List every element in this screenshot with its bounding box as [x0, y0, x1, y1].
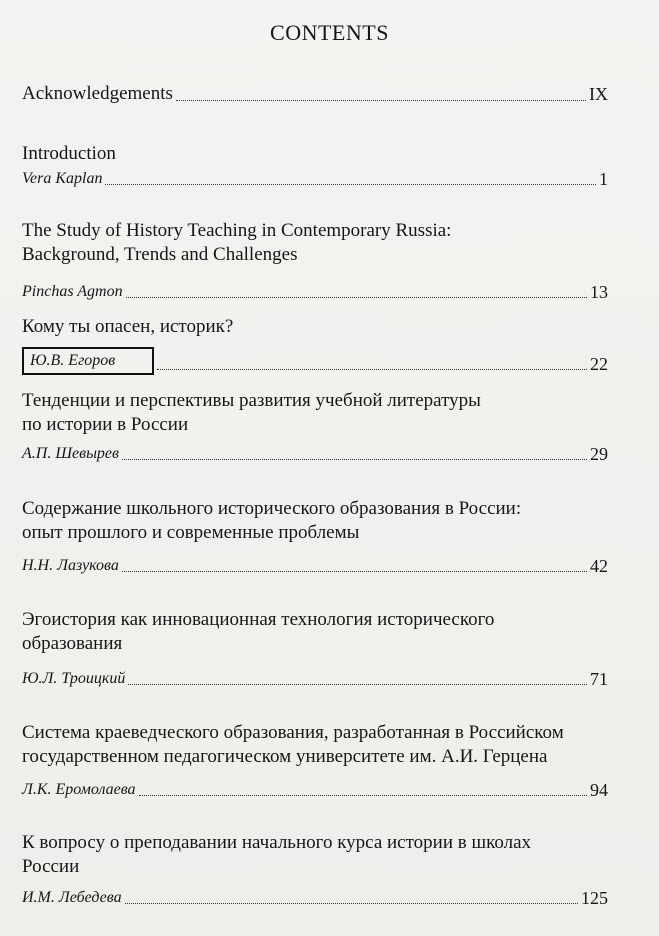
entry-title-line-2: Background, Trends and Challenges — [22, 244, 298, 265]
toc-entry-soderzhanie[interactable] — [22, 497, 608, 577]
page-number: 29 — [590, 444, 608, 464]
dot-leader — [125, 902, 578, 904]
entry-title-line-2: по истории в России — [22, 414, 189, 435]
entry-author: Н.Н. Лазукова — [22, 557, 119, 574]
entry-title-line-1: Тенденции и перспективы развития учебной литературы — [22, 390, 481, 411]
toc-entry-komu-ty-opasen[interactable] — [22, 315, 608, 375]
entry-title: Introduction — [22, 143, 116, 164]
page-number: 125 — [581, 888, 608, 908]
toc-entry-acknowledgements[interactable] — [22, 82, 608, 106]
entry-title-line-2: России — [22, 856, 80, 877]
page-number: 13 — [590, 282, 608, 302]
entry-title: Acknowledgements — [22, 83, 173, 104]
entry-title-line-2: опыт прошлого и современные проблемы — [22, 522, 360, 543]
toc-entry-study-of-history[interactable] — [22, 219, 608, 303]
toc-entry-tendencii[interactable] — [22, 389, 608, 465]
dot-leader — [176, 99, 586, 101]
page-number: 42 — [590, 556, 608, 576]
dot-leader — [128, 683, 587, 685]
page-number: 22 — [590, 354, 608, 374]
toc-entry-introduction[interactable] — [22, 142, 608, 190]
dot-leader — [122, 570, 587, 572]
dot-leader — [105, 183, 596, 185]
entry-author-highlighted: Ю.В. Егоров — [22, 347, 154, 375]
toc-entry-sistema-kraevedcheskogo[interactable] — [22, 721, 608, 801]
dot-leader — [139, 794, 587, 796]
dot-leader — [122, 458, 587, 460]
entry-title-line-1: Система краеведческого образования, разработанная в Российском — [22, 722, 564, 743]
dot-leader — [157, 368, 587, 370]
entry-title-line-1: Содержание школьного исторического образования в России: — [22, 498, 522, 519]
page-title: CONTENTS — [270, 20, 389, 45]
entry-title: Кому ты опасен, историк? — [22, 316, 234, 337]
dot-leader — [126, 296, 587, 298]
page-number: 71 — [590, 669, 608, 689]
toc-entry-egoistoriya[interactable] — [22, 608, 608, 690]
entry-author: А.П. Шевырев — [22, 445, 119, 462]
entry-author: Vera Kaplan — [22, 170, 103, 187]
entry-title-line-1: К вопросу о преподавании начального курса истории в школах — [22, 832, 532, 853]
page-number: 94 — [590, 780, 608, 800]
entry-title-line-1: Эгоистория как инновационная технология исторического — [22, 609, 495, 630]
entry-title-line-1: The Study of History Teaching in Contemporary Russia: — [22, 220, 452, 241]
entry-author: Ю.Л. Троицкий — [22, 670, 126, 687]
entry-author: Pinchas Agmon — [22, 283, 123, 300]
toc-entry-k-voprosu[interactable] — [22, 831, 608, 909]
entry-title-line-2: образования — [22, 633, 123, 654]
entry-author: И.М. Лебедева — [22, 889, 122, 906]
entry-title-line-2: государственном педагогическом университете им. А.И. Герцена — [22, 746, 548, 767]
entry-author: Л.К. Еромолаева — [22, 781, 136, 798]
page-number: 1 — [599, 169, 608, 189]
page-number: IX — [589, 84, 608, 104]
